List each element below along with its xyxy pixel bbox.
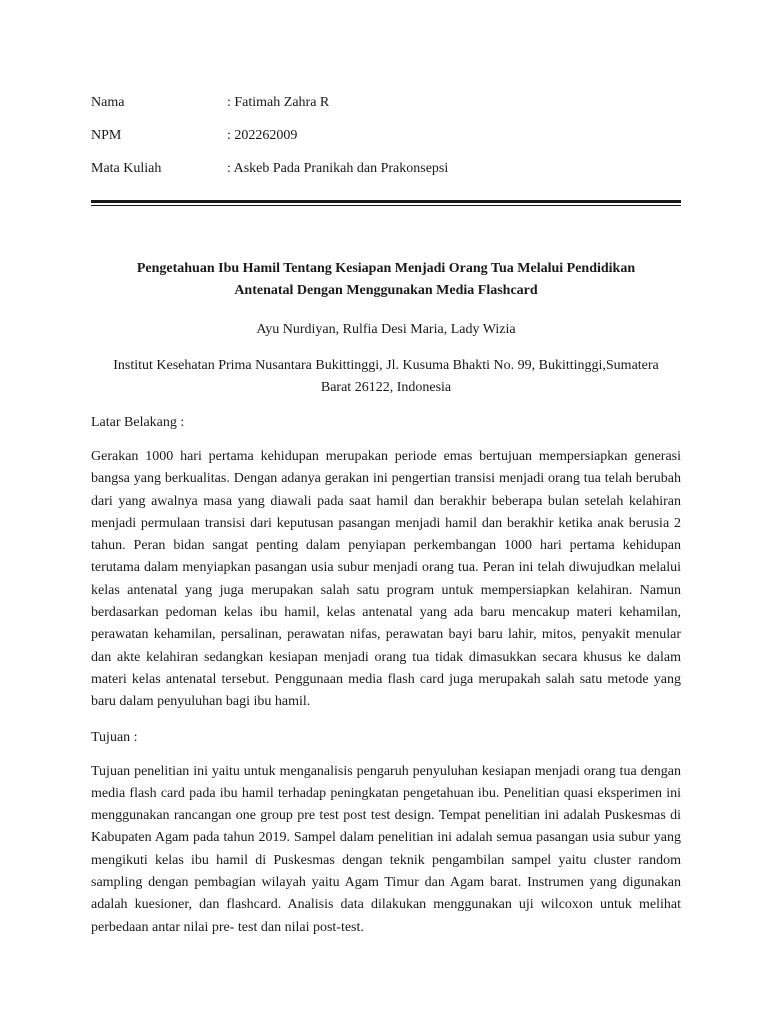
article-authors: Ayu Nurdiyan, Rulfia Desi Maria, Lady Wizia	[256, 322, 516, 337]
article-institution	[91, 355, 681, 399]
article-title-line-1: Pengetahuan Ibu Hamil Tentang Kesiapan Menjadi Orang Tua Melalui Pendidikan	[136, 261, 636, 276]
purpose-paragraph: Tujuan penelitian ini yaitu untuk menganalisis pengaruh penyuluhan kesiapan menjadi orang tua dengan media flash card pada ibu hamil terhadap peningkatan pengetahuan ibu. Penelitian quasi eksperimen ini menggunakan rancangan one group pre test post test design. Tempat penelitian ini adalah Puskesmas di Kabupaten Agam pada tahun 2019. Sampel dalam penelitian ini adalah semua pasangan usia subur yang mengikuti kelas ibu hamil di Puskesmas dengan teknik pengambilan sampel yaitu cluster random sampling dengan pembagian wilayah yaitu Agam Timur dan Agam barat. Instrumen yang digunakan adalah kuesioner, dan flashcard. Analisis data dilakukan menggunakan uji wilcoxon untuk melihat perbedaan antar nilai pre- test dan nilai post-test.	[91, 763, 681, 935]
article-title-line-2: Antenatal Dengan Menggunakan Media Flashcard	[234, 283, 538, 298]
header-divider-thin	[91, 205, 681, 206]
header-divider-thick	[91, 200, 681, 203]
article-title	[91, 258, 681, 302]
course-value: : Askeb Pada Pranikah dan Prakonsepsi	[227, 161, 449, 176]
institution-line-1: Institut Kesehatan Prima Nusantara Bukittinggi, Jl. Kusuma Bhakti No. 99, Bukittinggi,Sumatera	[113, 358, 659, 373]
npm-value: : 202262009	[227, 128, 298, 143]
article-content	[91, 258, 681, 939]
name-value: : Fatimah Zahra R	[227, 95, 330, 110]
npm-label: NPM	[91, 128, 122, 143]
background-paragraph: Gerakan 1000 hari pertama kehidupan merupakan periode emas bertujuan mempersiapkan generasi bangsa yang berkualitas. Dengan adanya gerakan ini pengertian transisi menjadi orang tua telah berubah dari yang awalnya masa yang diawali pada saat hamil dan berakhir beberapa bulan setelah kelahiran menjadi permulaan transisi dari keputusan pasangan menjadi hamil dan berakhir ketika anak berusia 2 tahun. Peran bidan sangat penting dalam penyiapan perkembangan 1000 hari pertama kehidupan terutama dalam menyiapkan pasangan usia subur menjadi orang tua. Peran ini telah diwujudkan melalui kelas antenatal yang juga merupakan salah satu program untuk mempersiapkan kelahiran. Namun berdasarkan pedoman kelas ibu hamil, kelas antenatal yang ada baru mencakup materi kehamilan, perawatan kehamilan, persalinan, perawatan nifas, perawatan bayi baru lahir, mitos, penyakit menular dan akte kelahiran sedangkan kesiapan menjadi orang tua tidak dimasukkan secara khusus ke dalam materi kelas antenatal tersebut. Penggunaan media flash card juga merupakah salah satu metode yang baru dalam penyuluhan bagi ibu hamil.	[91, 449, 681, 710]
purpose-heading: Tujuan :	[91, 729, 138, 745]
background-heading: Latar Belakang :	[91, 415, 185, 430]
name-label: Nama	[91, 95, 125, 110]
course-label: Mata Kuliah	[91, 161, 162, 176]
institution-line-2: Barat 26122, Indonesia	[320, 380, 452, 395]
